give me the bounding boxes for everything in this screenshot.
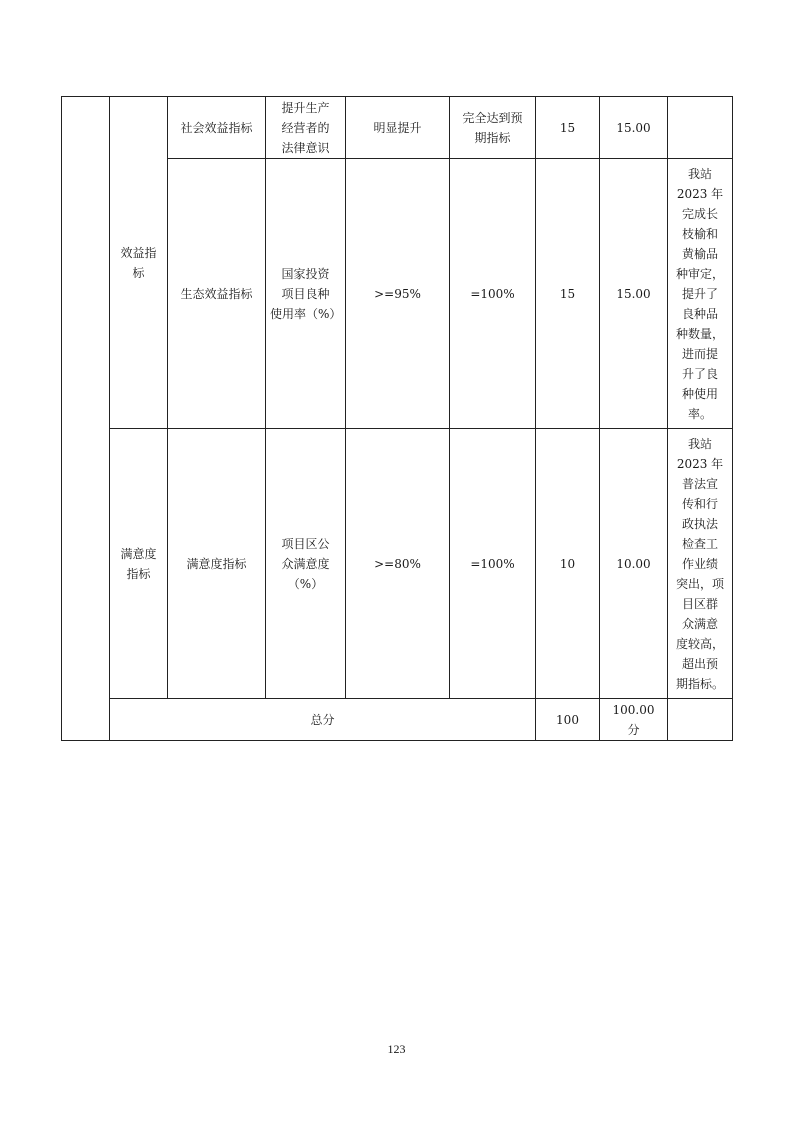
table-row-social-benefit xyxy=(62,97,733,159)
total-score: 100.00 分 xyxy=(600,699,668,741)
satisfaction-target: >=80% xyxy=(346,429,450,699)
social-benefit-indicator: 提升生产 经营者的 法律意识 xyxy=(266,97,346,159)
ecology-benefit-target: >=95% xyxy=(346,159,450,429)
satisfaction-score: 10.00 xyxy=(600,429,668,699)
social-benefit-score: 15.00 xyxy=(600,97,668,159)
ecology-benefit-actual: =100% xyxy=(450,159,536,429)
satisfaction-remark: 我站 2023 年 普法宣 传和行 政执法 检查工 作业绩 突出，项 目区群 众满意 度较高， 超出预 期指标。 xyxy=(668,429,733,699)
satisfaction-indicator: 项目区公 众满意度 （%） xyxy=(266,429,346,699)
social-benefit-category: 社会效益指标 xyxy=(168,97,266,159)
table-row-satisfaction xyxy=(62,429,733,699)
ecology-benefit-indicator: 国家投资 项目良种 使用率（%） xyxy=(266,159,346,429)
total-weight: 100 xyxy=(536,699,600,741)
total-label: 总分 xyxy=(110,699,536,741)
table-row-total xyxy=(62,699,733,741)
satisfaction-actual: =100% xyxy=(450,429,536,699)
social-benefit-target: 明显提升 xyxy=(346,97,450,159)
total-remark xyxy=(668,699,733,741)
social-benefit-weight: 15 xyxy=(536,97,600,159)
social-benefit-actual: 完全达到预 期指标 xyxy=(450,97,536,159)
benefit-indicator-label: 效益指 标 xyxy=(110,97,168,429)
social-benefit-remark xyxy=(668,97,733,159)
satisfaction-indicator-label: 满意度 指标 xyxy=(110,429,168,699)
page-number: 123 xyxy=(387,1042,406,1056)
ecology-benefit-weight: 15 xyxy=(536,159,600,429)
ecology-benefit-category: 生态效益指标 xyxy=(168,159,266,429)
ecology-benefit-score: 15.00 xyxy=(600,159,668,429)
first-level-blank-cell xyxy=(62,97,110,741)
satisfaction-weight: 10 xyxy=(536,429,600,699)
performance-table xyxy=(61,96,733,741)
satisfaction-category: 满意度指标 xyxy=(168,429,266,699)
ecology-benefit-remark: 我站 2023 年 完成长 枝榆和 黄榆品 种审定， 提升了 良种品 种数量， 进而提 升了良 种使用 率。 xyxy=(668,159,733,429)
